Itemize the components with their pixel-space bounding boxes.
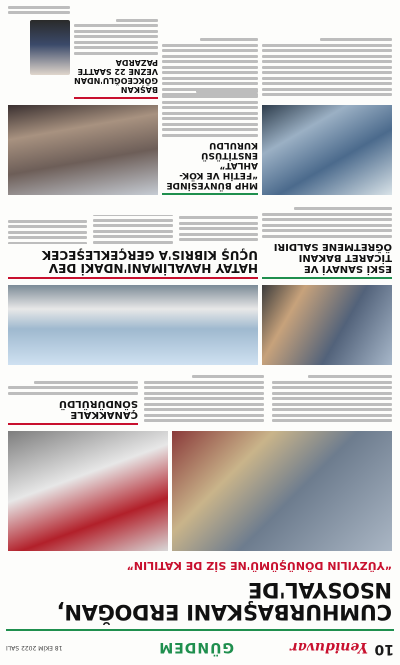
portrait-photo [30,20,70,75]
story-headline: ÇANAKKALE SÖNDÜRÜLDÜ [58,398,138,420]
article-column [262,36,392,99]
main-photo [172,431,392,551]
section-label: GÜNDEM [158,639,234,655]
airport-photo [8,285,258,365]
article-column [144,373,264,425]
side-story [162,88,258,196]
article-column [8,4,70,18]
feature-story [8,216,258,279]
page-number: 10 [374,641,394,657]
ceremony-photo [262,105,392,195]
newspaper-logo: Yeniduvar [290,639,368,655]
side-story [262,205,392,279]
issue-date: 18 EKİM 2022 SALI [6,644,63,651]
article-column [162,36,258,99]
side-story [74,17,158,100]
side-story [8,367,138,425]
story-headline: HATAY HAVALİMANI'NDAKİ DEV UÇUŞ KIBRIS'A GERÇEKLEŞECEK [41,248,258,275]
story-headline: BAŞKAN GÖKCEOĞLU'NDAN VEZNE 22 SAATTE PAZARDA [74,58,158,94]
main-headline: CUMHURBAŞKANI ERDOĞAN, NSOSYAL'DE [56,578,392,624]
main-subheadline: “YÜZYILIN DÖNÜŞÜMÜ'NE SİZ DE KATILIN” [126,559,392,572]
story-headline: MHP BÜNYESİNDE “FETİH VE KÖK-AHLAT” ENSTİTÜSÜ KURULDU [166,140,258,190]
meeting-photo [8,105,158,195]
masthead [6,629,394,661]
people-photo [262,285,392,365]
flag-photo [8,431,168,551]
story-headline: ESKİ SANAYİ VE TİCARET BAKANI ÖĞRETMENE SALDIRI [273,241,392,274]
article-column [272,373,392,425]
